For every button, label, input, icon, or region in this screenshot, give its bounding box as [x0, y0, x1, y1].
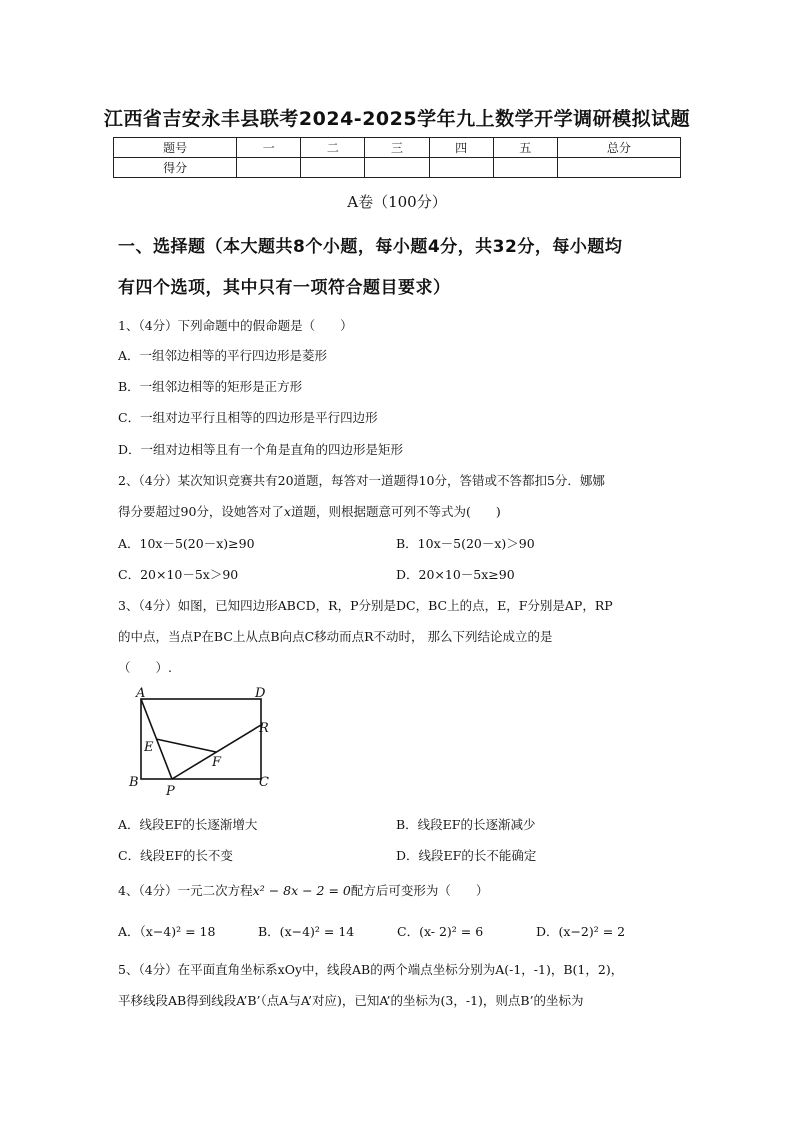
q3-geometry-figure: [124, 682, 284, 797]
label-r: R: [259, 721, 269, 736]
score-cell: 五: [493, 138, 557, 158]
q3-stem-line1: 3、（4分）如图，已知四边形ABCD，R，P分别是DC，BC上的点，E，F分别是AP，RP: [118, 598, 613, 613]
score-blank-cell: [557, 158, 680, 178]
score-cell: 总分: [557, 138, 680, 158]
label-d: D: [255, 686, 266, 701]
q4-equation: x² − 8x − 2 = 0: [252, 883, 351, 898]
score-blank-cell: [301, 158, 365, 178]
q1-option-d: D．一组对边相等且有一个角是直角的四边形是矩形: [118, 442, 404, 457]
q2-variable: x: [283, 504, 291, 519]
q2-stem-text: 得分要超过90分，设她答对了: [118, 504, 284, 519]
q2-option-b: B．10x－5(20－x)＞90: [396, 536, 535, 551]
score-cell: 一: [237, 138, 301, 158]
section-heading-line2: 有四个选项，其中只有一项符合题目要求）: [118, 278, 451, 298]
q4-option-b: B．(x−4)² = 14: [258, 924, 355, 939]
q4-option-a: A．（x−4)² = 18: [118, 924, 216, 939]
q2-stem-line1: 2、（4分）某次知识竞赛共有20道题，每答对一道题得10分，答错或不答都扣5分．娜娜: [118, 473, 605, 488]
score-cell: 二: [301, 138, 365, 158]
q4-option-c: C．(x- 2)² = 6: [397, 924, 484, 939]
label-a: A: [136, 686, 146, 701]
label-f: F: [212, 755, 222, 770]
q3-option-a: A．线段EF的长逐渐增大: [118, 817, 258, 832]
q5-stem-line2: 平移线段AB得到线段A’B’（点A与A’对应)，已知A’的坐标为(3，-1)，则点B’的坐标为: [118, 993, 584, 1008]
paper-subtitle: A卷（100分）: [347, 193, 447, 211]
label-c: C: [259, 775, 269, 790]
q4-stem: [118, 881, 488, 899]
q1-stem: 1、（4分）下列命题中的假命题是（ ）: [118, 318, 353, 333]
q2-option-a: A．10x－5(20－x)≥90: [118, 536, 255, 551]
score-blank-cell: [493, 158, 557, 178]
q2-stem-text: 道题，则根据题意可列不等式为( ): [290, 504, 501, 519]
q3-option-c: C．线段EF的长不变: [118, 848, 233, 863]
q3-option-b: B．线段EF的长逐渐减少: [396, 817, 536, 832]
q3-stem-line3: （ ）.: [118, 660, 172, 675]
score-blank-cell: [365, 158, 429, 178]
label-e: E: [144, 740, 154, 755]
section-heading-line1: 一、选择题（本大题共8个小题，每小题4分，共32分，每小题均: [118, 237, 623, 257]
score-cell: 题号: [114, 138, 237, 158]
exam-title: 江西省吉安永丰县联考2024-2025学年九上数学开学调研模拟试题: [103, 108, 691, 130]
segment-ef: [156, 739, 216, 752]
q5-stem-line1: 5、（4分）在平面直角坐标系xOy中，线段AB的两个端点坐标分别为A(-1，-1)，B(1，2)，: [118, 962, 624, 977]
segment-pr: [172, 725, 261, 779]
q3-stem-line2: 的中点，当点P在BC上从点B向点C移动而点R不动时， 那么下列结论成立的是: [118, 629, 553, 644]
q4-stem-text: 4、（4分）一元二次方程: [118, 883, 253, 898]
q4-stem-text: 配方后可变形为（ ）: [350, 883, 489, 898]
score-blank-cell: [429, 158, 493, 178]
score-table: [113, 137, 681, 178]
label-p: P: [166, 784, 175, 797]
score-blank-cell: [237, 158, 301, 178]
label-b: B: [129, 775, 139, 790]
q1-option-b: B．一组邻边相等的矩形是正方形: [118, 379, 303, 394]
score-cell: 四: [429, 138, 493, 158]
q1-option-c: C．一组对边平行且相等的四边形是平行四边形: [118, 410, 378, 425]
score-table-score-row: [114, 158, 681, 178]
score-cell: 三: [365, 138, 429, 158]
score-table-header-row: [114, 138, 681, 158]
q4-option-d: D．(x−2)² = 2: [536, 924, 626, 939]
score-cell: 得分: [114, 158, 237, 178]
q3-option-d: D．线段EF的长不能确定: [396, 848, 537, 863]
q2-option-c: C．20×10－5x＞90: [118, 567, 239, 582]
q1-option-a: A．一组邻边相等的平行四边形是菱形: [118, 348, 328, 363]
q2-stem-line2: [118, 502, 501, 520]
q2-option-d: D．20×10－5x≥90: [396, 567, 515, 582]
